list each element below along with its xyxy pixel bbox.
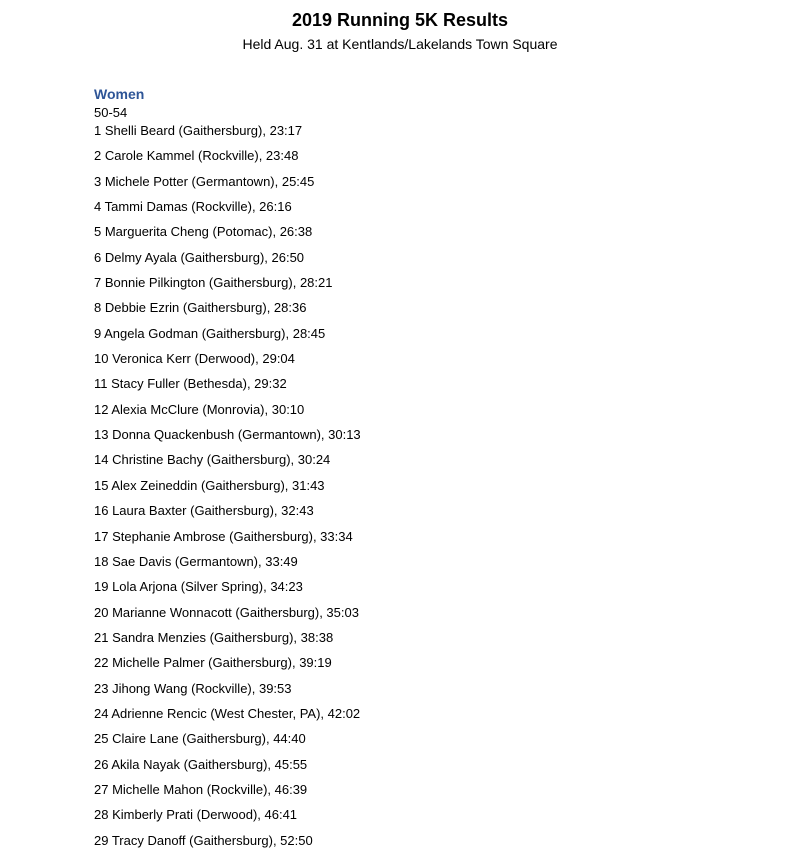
page-subtitle: Held Aug. 31 at Kentlands/Lakelands Town Square — [242, 36, 558, 52]
result-row: 24 Adrienne Rencic (West Chester, PA), 42:02 — [94, 705, 361, 721]
result-row: 11 Stacy Fuller (Bethesda), 29:32 — [94, 376, 287, 392]
result-row: 1 Shelli Beard (Gaithersburg), 23:17 — [94, 123, 303, 138]
result-row: 7 Bonnie Pilkington (Gaithersburg), 28:21 — [94, 275, 333, 291]
result-row: 14 Christine Bachy (Gaithersburg), 30:24 — [94, 452, 331, 468]
result-row: 23 Jihong Wang (Rockville), 39:53 — [94, 680, 292, 696]
result-row: 28 Kimberly Prati (Derwood), 46:41 — [94, 807, 298, 823]
result-row: 8 Debbie Ezrin (Gaithersburg), 28:36 — [94, 300, 307, 316]
result-row: 3 Michele Potter (Germantown), 25:45 — [94, 173, 315, 189]
result-row: 4 Tammi Damas (Rockville), 26:16 — [94, 199, 292, 215]
result-row: 21 Sandra Menzies (Gaithersburg), 38:38 — [94, 629, 334, 645]
result-row: 19 Lola Arjona (Silver Spring), 34:23 — [94, 579, 303, 595]
age-group-label: 50-54 — [94, 105, 128, 120]
result-row: 17 Stephanie Ambrose (Gaithersburg), 33:34 — [94, 528, 353, 544]
result-row: 10 Veronica Kerr (Derwood), 29:04 — [94, 351, 295, 367]
result-row: 9 Angela Godman (Gaithersburg), 28:45 — [94, 325, 326, 341]
result-row: 13 Donna Quackenbush (Germantown), 30:13 — [94, 427, 361, 443]
result-row: 15 Alex Zeineddin (Gaithersburg), 31:43 — [94, 477, 325, 493]
result-row: 16 Laura Baxter (Gaithersburg), 32:43 — [94, 503, 314, 519]
result-row: 25 Claire Lane (Gaithersburg), 44:40 — [94, 731, 306, 747]
result-row: 27 Michelle Mahon (Rockville), 46:39 — [94, 781, 308, 797]
result-row: 12 Alexia McClure (Monrovia), 30:10 — [94, 401, 305, 417]
page-title: 2019 Running 5K Results — [291, 10, 509, 30]
section-heading-women: Women — [94, 86, 145, 102]
result-row: 2 Carole Kammel (Rockville), 23:48 — [94, 148, 299, 164]
results-list — [94, 123, 361, 858]
result-row: 26 Akila Nayak (Gaithersburg), 45:55 — [94, 756, 308, 772]
result-row: 20 Marianne Wonnacott (Gaithersburg), 35:03 — [94, 604, 359, 620]
result-row: 5 Marguerita Cheng (Potomac), 26:38 — [94, 224, 313, 240]
result-row: 22 Michelle Palmer (Gaithersburg), 39:19 — [94, 655, 332, 671]
result-row: 29 Tracy Danoff (Gaithersburg), 52:50 — [94, 832, 313, 848]
result-row: 6 Delmy Ayala (Gaithersburg), 26:50 — [94, 249, 305, 265]
result-row: 18 Sae Davis (Germantown), 33:49 — [94, 553, 298, 569]
